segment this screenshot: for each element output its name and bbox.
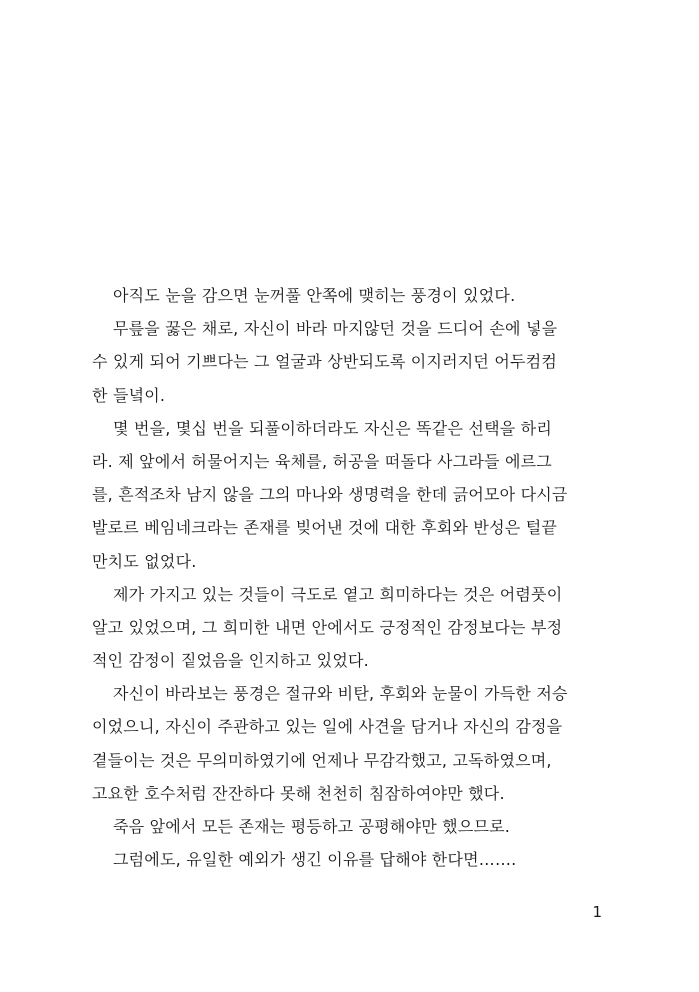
text-line: 수 있게 되어 기쁘다는 그 얼굴과 상반되도록 이지러지던 어두컴컴	[92, 352, 558, 372]
text-line: 이었으니, 자신이 주관하고 있는 일에 사견을 담거나 자신의 감정을	[92, 717, 563, 737]
text-line: 만치도 없었다.	[92, 551, 197, 571]
text-line: 라. 제 앞에서 허물어지는 육체를, 허공을 떠돌다 사그라들 에르그	[92, 451, 552, 471]
text-line: 아직도 눈을 감으면 눈꺼풀 안쪽에 맺히는 풍경이 있었다.	[113, 286, 516, 305]
page-number: 1	[592, 903, 602, 921]
text-line: 한 들녘이.	[92, 385, 166, 405]
text-line: 곁들이는 것은 무의미하였기에 언제나 무감각했고, 고독하였으며,	[92, 750, 552, 770]
text-line: 를, 흔적조차 남지 않을 그의 마나와 생명력을 한데 긁어모아 다시금	[92, 485, 568, 505]
body-text	[92, 279, 612, 876]
text-line: 발로르 베임네크라는 존재를 빚어낸 것에 대한 후회와 반성은 털끝	[92, 518, 558, 538]
text-line: 알고 있었으며, 그 희미한 내면 안에서도 긍정적인 감정보다는 부정	[92, 617, 563, 637]
text-line: 그럼에도, 유일한 예외가 생긴 이유를 답해야 한다면…….	[113, 850, 517, 870]
text-line: 죽음 앞에서 모든 존재는 평등하고 공평해야만 했으므로.	[113, 817, 511, 836]
text-line: 제가 가지고 있는 것들이 극도로 옅고 희미하다는 것은 어렴풋이	[113, 584, 563, 604]
text-line: 무릎을 꿇은 채로, 자신이 바라 마지않던 것을 드디어 손에 넣을	[113, 319, 558, 339]
text-line: 자신이 바라보는 풍경은 절규와 비탄, 후회와 눈물이 가득한 저승	[113, 684, 568, 704]
text-line: 몇 번을, 몇십 번을 되풀이하더라도 자신은 똑같은 선택을 하리	[113, 418, 552, 438]
text-line: 고요한 호수처럼 잔잔하다 못해 천천히 침잠하여야만 했다.	[92, 783, 505, 803]
text-line: 적인 감정이 짙었음을 인지하고 있었다.	[92, 651, 369, 671]
